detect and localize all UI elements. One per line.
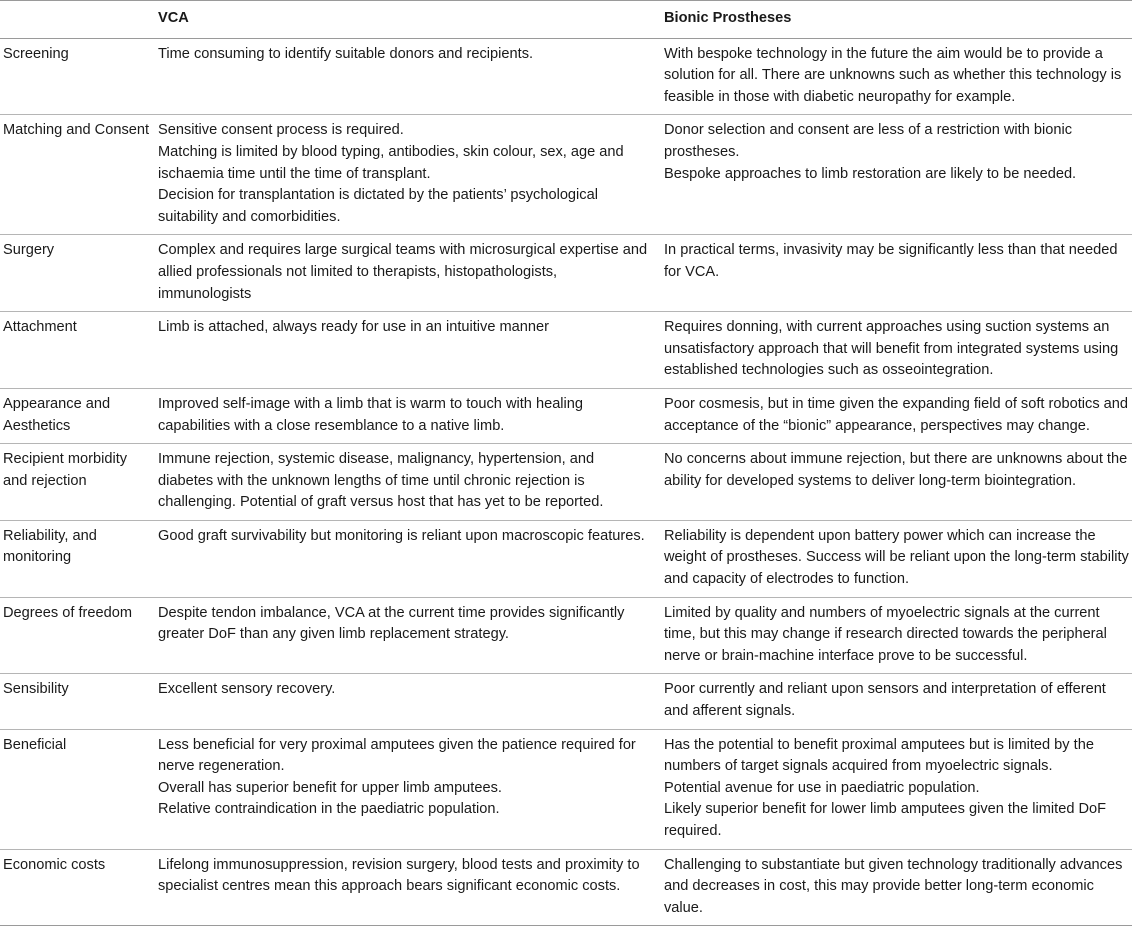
table-row [0, 235, 1132, 312]
bionic-text: No concerns about immune rejection, but there are unknowns about the ability for developed systems to deliver long-term biointegration. [664, 451, 1128, 489]
table-body [0, 38, 1132, 926]
vca-text: Time consuming to identify suitable donors and recipients. [158, 45, 534, 62]
table-row [0, 597, 1132, 674]
bionic-text: Donor selection and consent are less of a restriction with bionic prostheses. [664, 122, 1073, 160]
vca-cell [158, 674, 664, 729]
vca-cell [158, 597, 664, 674]
header-vca: VCA [158, 1, 664, 39]
factor-cell: Economic costs [0, 849, 158, 926]
vca-cell [158, 849, 664, 926]
bionic-text: Requires donning, with current approaches using suction systems an unsatisfactory approach that will benefit from integrated systems using established technologies such as osseointegration. [664, 319, 1119, 379]
bionic-cell [664, 235, 1132, 312]
factor-cell: Recipient morbidity and rejection [0, 444, 158, 521]
bionic-cell [664, 115, 1132, 235]
table-row [0, 38, 1132, 115]
bionic-text: Bespoke approaches to limb restoration are likely to be needed. [664, 165, 1077, 182]
bionic-text: Limited by quality and numbers of myoelectric signals at the current time, but this may change if research directed towards the peripheral nerve or brain-machine interface prove to be successful. [664, 604, 1107, 664]
vca-cell [158, 115, 664, 235]
vca-text: Lifelong immunosuppression, revision surgery, blood tests and proximity to specialist centres mean this approach bears significant economic costs. [158, 856, 640, 895]
vca-text: Decision for transplantation is dictated by the patients’ psychological suitability and comorbidities. [158, 187, 598, 225]
vca-text: Complex and requires large surgical teams with microsurgical expertise and allied professionals not limited to therapists, histopathologists, immunologists [158, 242, 648, 302]
header-row [0, 1, 1132, 39]
vca-cell [158, 388, 664, 443]
table-row [0, 520, 1132, 597]
vca-text: Sensitive consent process is required. [158, 122, 404, 139]
vca-text: Excellent sensory recovery. [158, 681, 336, 698]
bionic-cell [664, 849, 1132, 926]
table-row [0, 115, 1132, 235]
vca-text: Immune rejection, systemic disease, malignancy, hypertension, and diabetes with the unknown lengths of time until chronic rejection is challenging. Potential of graft versus host that has yet to be reported. [158, 451, 604, 511]
bionic-text: Likely superior benefit for lower limb amputees given the limited DoF required. [664, 801, 1107, 839]
bionic-text: In practical terms, invasivity may be significantly less than that needed for VCA. [664, 242, 1118, 280]
vca-text: Good graft survivability but monitoring is reliant upon macroscopic features. [158, 527, 645, 544]
factor-cell: Screening [0, 38, 158, 115]
header-factor [0, 1, 158, 39]
factor-cell: Surgery [0, 235, 158, 312]
vca-text: Less beneficial for very proximal amputees given the patience required for nerve regeneration. [158, 736, 636, 775]
bionic-cell [664, 388, 1132, 443]
vca-cell [158, 729, 664, 849]
bionic-cell [664, 520, 1132, 597]
bionic-text: With bespoke technology in the future the aim would be to provide a solution for all. There are unknowns such as whether this technology is feasible in those with diabetic neuropathy for example. [664, 45, 1122, 105]
vca-text: Limb is attached, always ready for use in an intuitive manner [158, 319, 549, 336]
factor-cell: Attachment [0, 312, 158, 389]
table-row [0, 388, 1132, 443]
table-row [0, 444, 1132, 521]
bionic-text: Reliability is dependent upon battery power which can increase the weight of prostheses. Success will be reliant upon the long-term stability and capacity of electrodes to function. [664, 527, 1129, 588]
bionic-cell [664, 444, 1132, 521]
bionic-cell [664, 729, 1132, 849]
header-bionic: Bionic Prostheses [664, 1, 1132, 39]
vca-cell [158, 312, 664, 389]
vca-text: Relative contraindication in the paediatric population. [158, 801, 500, 818]
vca-text: Improved self-image with a limb that is warm to touch with healing capabilities with a close resemblance to a native limb. [158, 395, 584, 434]
bionic-text: Potential avenue for use in paediatric population. [664, 779, 980, 796]
bionic-text: Poor currently and reliant upon sensors and interpretation of efferent and afferent signals. [664, 681, 1106, 720]
bionic-cell [664, 38, 1132, 115]
factor-cell: Appearance and Aesthetics [0, 388, 158, 443]
vca-text: Overall has superior benefit for upper limb amputees. [158, 779, 502, 796]
vca-text: Despite tendon imbalance, VCA at the current time provides significantly greater DoF than any given limb replacement strategy. [158, 604, 625, 643]
vca-text: Matching is limited by blood typing, antibodies, skin colour, sex, age and ischaemia time until the time of transplant. [158, 143, 624, 182]
bionic-cell [664, 597, 1132, 674]
factor-cell: Matching and Consent [0, 115, 158, 235]
table-row [0, 849, 1132, 926]
vca-cell [158, 444, 664, 521]
vca-cell [158, 520, 664, 597]
table-row [0, 312, 1132, 389]
bionic-cell [664, 674, 1132, 729]
vca-cell [158, 38, 664, 115]
factor-cell: Sensibility [0, 674, 158, 729]
bionic-text: Challenging to substantiate but given technology traditionally advances and decreases in cost, this may provide better long-term economic value. [664, 856, 1123, 916]
bionic-cell [664, 312, 1132, 389]
vca-cell [158, 235, 664, 312]
table-row [0, 674, 1132, 729]
bionic-text: Poor cosmesis, but in time given the expanding field of soft robotics and acceptance of the “bionic” appearance, perspectives may change. [664, 395, 1129, 434]
factor-cell: Beneficial [0, 729, 158, 849]
factor-cell: Degrees of freedom [0, 597, 158, 674]
bionic-text: Has the potential to benefit proximal amputees but is limited by the numbers of target signals acquired from myoelectric signals. [664, 736, 1094, 775]
table-row [0, 729, 1132, 849]
factor-cell: Reliability, and monitoring [0, 520, 158, 597]
